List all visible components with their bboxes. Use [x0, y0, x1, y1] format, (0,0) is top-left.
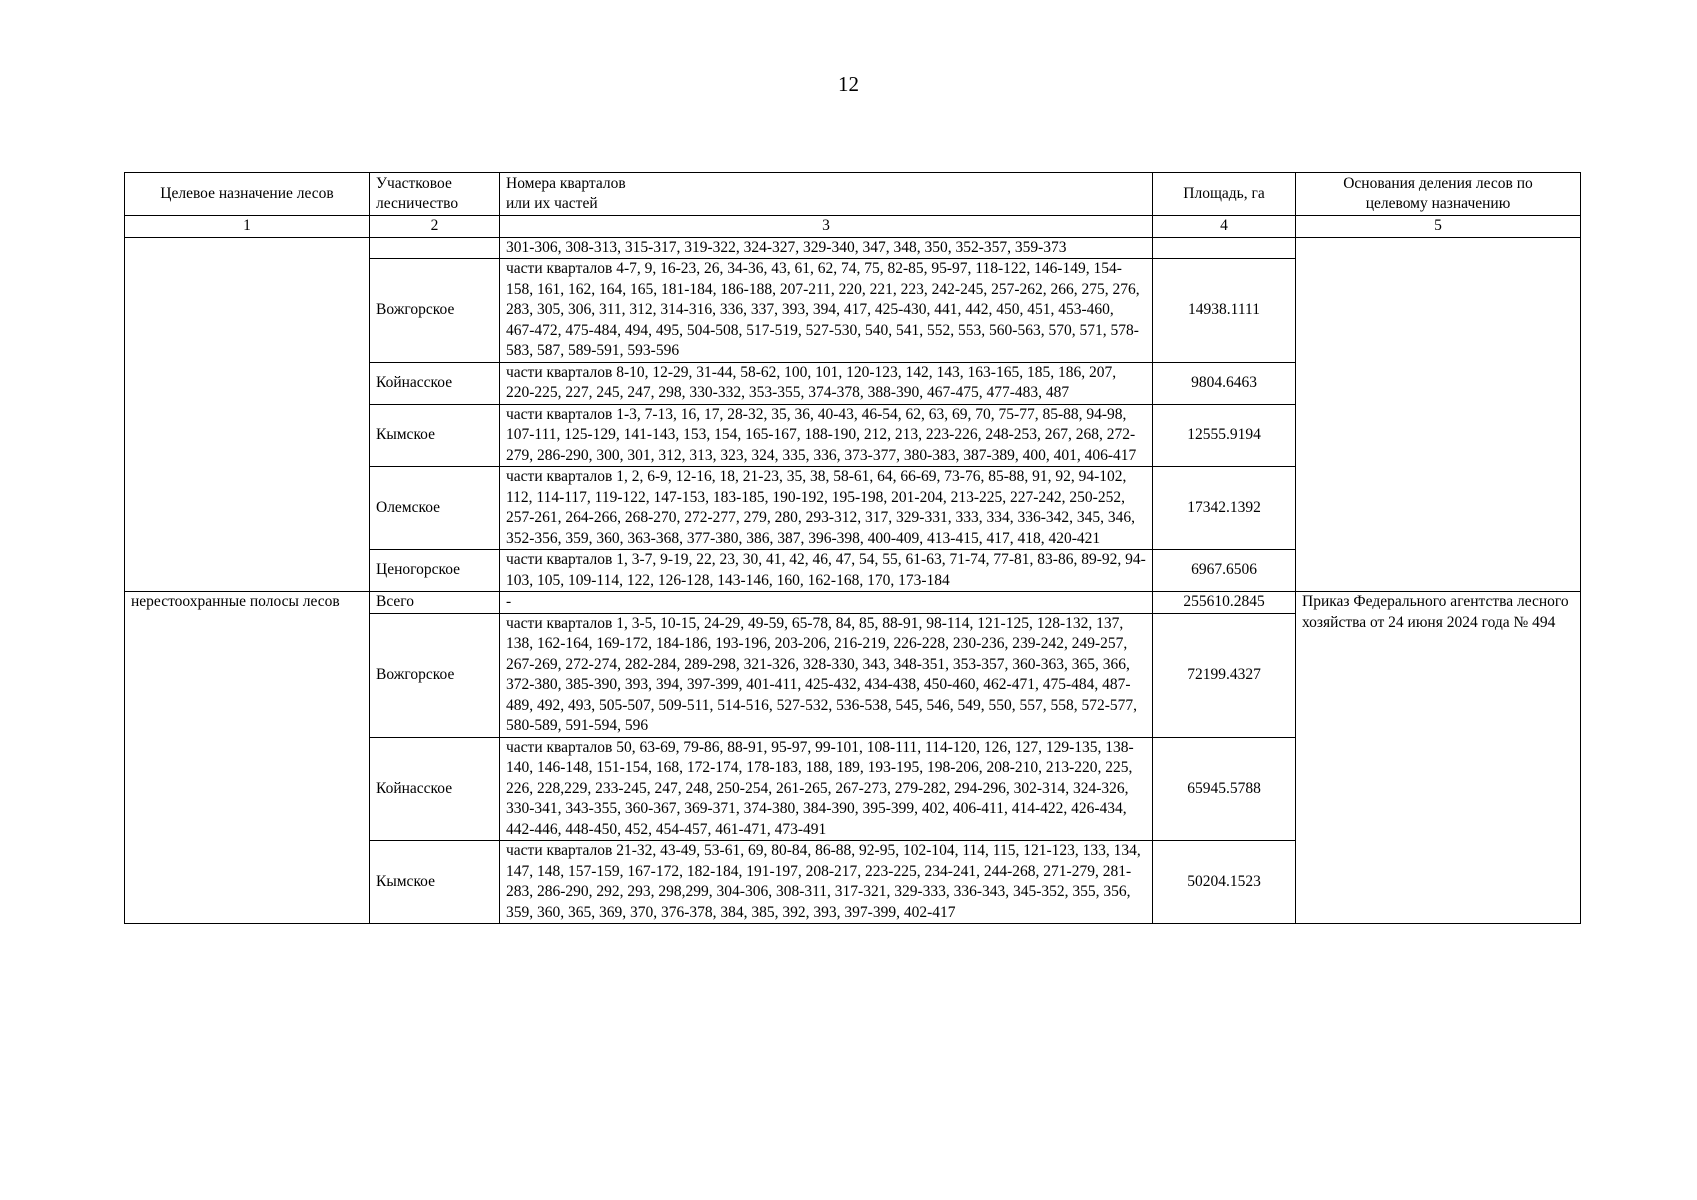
forestry-cell: Ценогорское: [370, 550, 500, 592]
column-number: 5: [1296, 216, 1581, 238]
area-cell: 17342.1392: [1153, 467, 1296, 550]
area-cell: 50204.1523: [1153, 841, 1296, 924]
forestry-cell: Койнасское: [370, 362, 500, 404]
forestry-cell: Олемское: [370, 467, 500, 550]
header-forestry-line1: Участковое: [376, 174, 452, 192]
column-number: 1: [125, 216, 370, 238]
forestry-cell: Вожгорское: [370, 259, 500, 363]
forestry-cell: [370, 237, 500, 259]
column-number: 4: [1153, 216, 1296, 238]
table-row: [125, 237, 1581, 259]
header-quarters-line1: Номера кварталов: [506, 174, 626, 192]
quarters-cell: 301-306, 308-313, 315-317, 319-322, 324-327, 329-340, 347, 348, 350, 352-357, 359-373: [500, 237, 1153, 259]
area-cell: 72199.4327: [1153, 613, 1296, 737]
purpose-cell-continued: [125, 237, 370, 592]
quarters-cell: части кварталов 8-10, 12-29, 31-44, 58-62, 100, 101, 120-123, 142, 143, 163-165, 185, 186, 207, 220-225, 227, 245, 247, 298, 330-332, 353-355, 374-378, 388-390, 467-475, 477-483, 487: [500, 362, 1153, 404]
forestry-cell: Койнасское: [370, 737, 500, 841]
header-basis: [1296, 173, 1581, 216]
table-header-row: [125, 173, 1581, 216]
forestry-cell-total: Всего: [370, 592, 500, 614]
basis-cell: Приказ Федерального агентства лесного хозяйства от 24 июня 2024 года № 494: [1296, 592, 1581, 924]
header-forestry: [370, 173, 500, 216]
quarters-cell-total: -: [500, 592, 1153, 614]
quarters-cell: части кварталов 50, 63-69, 79-86, 88-91, 95-97, 99-101, 108-111, 114-120, 126, 127, 129-135, 138-140, 146-148, 151-154, 168, 172-174, 178-183, 188, 189, 193-195, 198-206, 208-210, 213-220, 225, 226, 228,229, 233-245, 247, 248, 250-254, 261-265, 267-273, 279-282, 294-296, 302-314, 324-326, 330-341, 343-355, 360-367, 369-371, 374-380, 384-390, 395-399, 402, 406-411, 414-422, 426-434, 442-446, 448-450, 452, 454-457, 461-471, 473-491: [500, 737, 1153, 841]
forestry-cell: Вожгорское: [370, 613, 500, 737]
header-area: Площадь, га: [1153, 173, 1296, 216]
header-basis-line1: Основания деления лесов по: [1343, 174, 1533, 192]
header-purpose: Целевое назначение лесов: [125, 173, 370, 216]
column-number: 3: [500, 216, 1153, 238]
column-number: 2: [370, 216, 500, 238]
quarters-cell: части кварталов 1, 2, 6-9, 12-16, 18, 21-23, 35, 38, 58-61, 64, 66-69, 73-76, 85-88, 91, 92, 94-102, 112, 114-117, 119-122, 147-153, 183-185, 190-192, 195-198, 201-204, 213-225, 227-242, 250-252, 257-261, 264-266, 268-270, 272-277, 279, 280, 293-312, 317, 329-331, 333, 334, 336-342, 345, 346, 352-356, 359, 360, 363-368, 377-380, 386, 387, 396-398, 400-409, 413-415, 417, 418, 420-421: [500, 467, 1153, 550]
quarters-cell: части кварталов 1-3, 7-13, 16, 17, 28-32, 35, 36, 40-43, 46-54, 62, 63, 69, 70, 75-77, 85-88, 94-98, 107-111, 125-129, 141-143, 153, 154, 165-167, 188-190, 212, 213, 223-226, 248-253, 267, 268, 272-279, 286-290, 300, 301, 312, 313, 323, 324, 335, 336, 373-377, 380-383, 387-389, 400, 401, 406-417: [500, 404, 1153, 467]
quarters-cell: части кварталов 1, 3-7, 9-19, 22, 23, 30, 41, 42, 46, 47, 54, 55, 61-63, 71-74, 77-81, 83-86, 89-92, 94-103, 105, 109-114, 122, 126-128, 143-146, 160, 162-168, 170, 173-184: [500, 550, 1153, 592]
quarters-cell: части кварталов 1, 3-5, 10-15, 24-29, 49-59, 65-78, 84, 85, 88-91, 98-114, 121-125, 128-132, 137, 138, 162-164, 169-172, 184-186, 193-196, 203-206, 216-219, 226-228, 230-236, 239-242, 249-257, 267-269, 272-274, 282-284, 289-298, 321-326, 328-330, 343, 348-351, 353-357, 360-363, 365, 366, 372-380, 385-390, 393, 394, 397-399, 401-411, 425-432, 434-438, 450-460, 462-471, 475-484, 487-489, 492, 493, 505-507, 509-511, 514-516, 527-532, 536-538, 545, 546, 549, 550, 557, 558, 572-577, 580-589, 591-594, 596: [500, 613, 1153, 737]
forest-purpose-table: [124, 172, 1581, 924]
header-basis-line2: целевому назначению: [1365, 195, 1511, 212]
quarters-cell: части кварталов 4-7, 9, 16-23, 26, 34-36, 43, 61, 62, 74, 75, 82-85, 95-97, 118-122, 146-149, 154-158, 161, 162, 164, 165, 181-184, 186-188, 207-211, 220, 221, 223, 242-245, 257-262, 266, 275, 276, 283, 305, 306, 311, 312, 314-316, 336, 337, 393, 394, 417, 425-430, 441, 442, 450, 451, 453-460, 467-472, 475-484, 494, 495, 504-508, 517-519, 527-530, 540, 541, 552, 553, 560-563, 570, 571, 578-583, 587, 589-591, 593-596: [500, 259, 1153, 363]
basis-cell-continued: [1296, 237, 1581, 592]
area-cell-total: 255610.2845: [1153, 592, 1296, 614]
quarters-cell: части кварталов 21-32, 43-49, 53-61, 69, 80-84, 86-88, 92-95, 102-104, 114, 115, 121-123, 133, 134, 147, 148, 157-159, 167-172, 182-184, 191-197, 208-217, 223-225, 234-241, 244-268, 271-279, 281-283, 286-290, 292, 293, 298,299, 304-306, 308-311, 317-321, 329-333, 336-343, 345-352, 355, 356, 359, 360, 365, 369, 370, 376-378, 384, 385, 392, 393, 397-399, 402-417: [500, 841, 1153, 924]
area-cell: 9804.6463: [1153, 362, 1296, 404]
total-row: [125, 592, 1581, 614]
page-number: 12: [838, 72, 859, 96]
area-cell: [1153, 237, 1296, 259]
area-cell: 65945.5788: [1153, 737, 1296, 841]
forestry-cell: Кымское: [370, 404, 500, 467]
header-forestry-line2: лесничество: [376, 195, 459, 212]
forestry-cell: Кымское: [370, 841, 500, 924]
purpose-cell: нерестоохранные полосы лесов: [125, 592, 370, 924]
area-cell: 12555.9194: [1153, 404, 1296, 467]
area-cell: 14938.1111: [1153, 259, 1296, 363]
column-number-row: [125, 216, 1581, 238]
area-cell: 6967.6506: [1153, 550, 1296, 592]
header-quarters: [500, 173, 1153, 216]
header-quarters-line2: или их частей: [506, 195, 598, 212]
